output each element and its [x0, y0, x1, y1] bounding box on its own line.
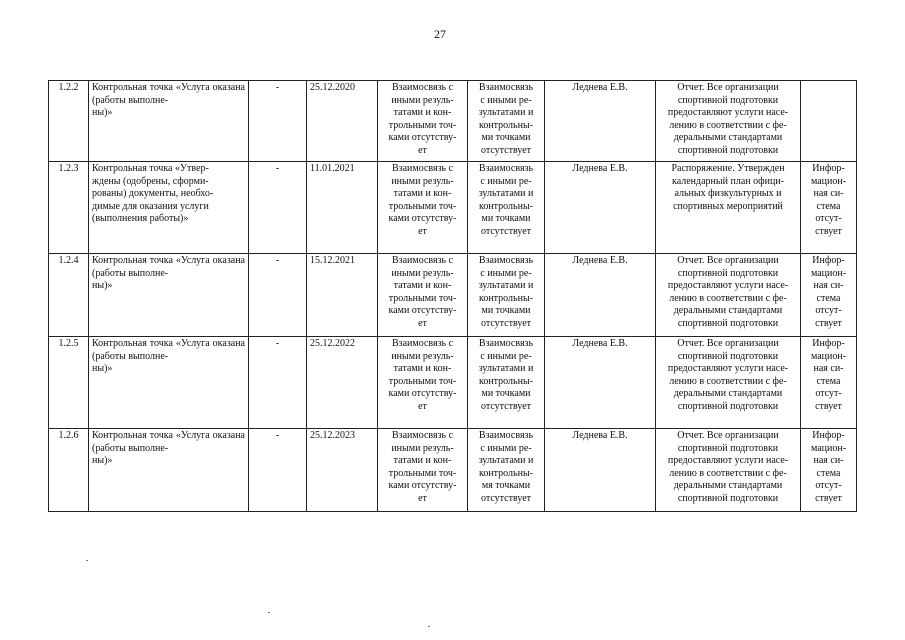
- responsible-person: Леднева Е.В.: [545, 429, 656, 512]
- end-date: 25.12.2022: [307, 337, 378, 429]
- responsible-person: Леднева Е.В.: [545, 162, 656, 254]
- row-number: 1.2.6: [49, 429, 89, 512]
- predecessor-relation: Взаимосвязь с иными резуль- татами и кон- трольными точ- ками отсутству- ет: [378, 254, 468, 337]
- end-date: 11.01.2021: [307, 162, 378, 254]
- successor-relation: Взаимосвязь с иными ре- зультатами и контрольны- ми точками отсутствует: [468, 337, 545, 429]
- control-point-name: Контрольная точка «Услуга оказана (работы выполне- ны)»: [89, 429, 249, 512]
- start-date-empty: -: [249, 162, 307, 254]
- confirming-document: Отчет. Все организации спортивной подготовки предоставляют услуги насе- лению в соответствии с фе- деральными стандартами спортивной подготовки: [656, 337, 801, 429]
- control-points-table: [48, 80, 857, 512]
- information-system: Инфор- мацион- ная си- стема отсут- ствует: [801, 429, 857, 512]
- confirming-document: Отчет. Все организации спортивной подготовки предоставляют услуги насе- лению в соответствии с фе- деральными стандартами спортивной подготовки: [656, 81, 801, 162]
- end-date: 25.12.2020: [307, 81, 378, 162]
- predecessor-relation: Взаимосвязь с иными резуль- татами и кон- трольными точ- ками отсутству- ет: [378, 162, 468, 254]
- information-system: Инфор- мацион- ная си- стема отсут- ствует: [801, 254, 857, 337]
- control-point-name: Контрольная точка «Услуга оказана (работы выполне- ны)»: [89, 254, 249, 337]
- responsible-person: Леднева Е.В.: [545, 254, 656, 337]
- start-date-empty: -: [249, 429, 307, 512]
- responsible-person: Леднева Е.В.: [545, 337, 656, 429]
- start-date-empty: -: [249, 337, 307, 429]
- successor-relation: Взаимосвязь с иными ре- зультатами и контрольны- мя точками отсутствует: [468, 429, 545, 512]
- confirming-document: Отчет. Все организации спортивной подготовки предоставляют услуги насе- лению в соответствии с фе- деральными стандартами спортивной подготовки: [656, 254, 801, 337]
- row-number: 1.2.2: [49, 81, 89, 162]
- information-system: [801, 81, 857, 162]
- responsible-person: Леднева Е.В.: [545, 81, 656, 162]
- row-number: 1.2.5: [49, 337, 89, 429]
- start-date-empty: -: [249, 81, 307, 162]
- scan-speck: [86, 560, 88, 561]
- confirming-document: Отчет. Все организации спортивной подготовки предоставляют услуги насе- лению в соответствии с фе- деральными стандартами спортивной подготовки: [656, 429, 801, 512]
- successor-relation: Взаимосвязь с иными ре- зультатами и контрольны- ми точками отсутствует: [468, 254, 545, 337]
- predecessor-relation: Взаимосвязь с иными резуль- татами и кон- трольными точ- ками отсутству- ет: [378, 81, 468, 162]
- end-date: 25.12.2023: [307, 429, 378, 512]
- predecessor-relation: Взаимосвязь с иными резуль- татами и кон- трольными точ- ками отсутству- ет: [378, 337, 468, 429]
- control-point-name: Контрольная точка «Услуга оказана (работы выполне- ны)»: [89, 81, 249, 162]
- scan-speck: [428, 626, 430, 627]
- table-row: [49, 162, 857, 254]
- successor-relation: Взаимосвязь с иными ре- зультатами и контрольны- ми точками отсутствует: [468, 162, 545, 254]
- table-row: [49, 429, 857, 512]
- successor-relation: Взаимосвязь с иными ре- зультатами и контрольны- ми точками отсутствует: [468, 81, 545, 162]
- table-row: [49, 81, 857, 162]
- control-point-name: Контрольная точка «Утвер- ждены (одобрены, сформи- рованы) документы, необхо- димые для оказания услуги (выполнения работы)»: [89, 162, 249, 254]
- row-number: 1.2.4: [49, 254, 89, 337]
- information-system: Инфор- мацион- ная си- стема отсут- ствует: [801, 337, 857, 429]
- control-point-name: Контрольная точка «Услуга оказана (работы выполне- ны)»: [89, 337, 249, 429]
- table-row: [49, 254, 857, 337]
- page-number: 27: [434, 27, 446, 41]
- confirming-document: Распоряжение. Утвержден календарный план офици- альных физкультурных и спортивных мероприятий: [656, 162, 801, 254]
- table-row: [49, 337, 857, 429]
- scan-speck: [268, 612, 270, 613]
- end-date: 15.12.2021: [307, 254, 378, 337]
- start-date-empty: -: [249, 254, 307, 337]
- information-system: Инфор- мацион- ная си- стема отсут- ствует: [801, 162, 857, 254]
- row-number: 1.2.3: [49, 162, 89, 254]
- predecessor-relation: Взаимосвязь с иными резуль- татами и кон- трольными точ- ками отсутству- ет: [378, 429, 468, 512]
